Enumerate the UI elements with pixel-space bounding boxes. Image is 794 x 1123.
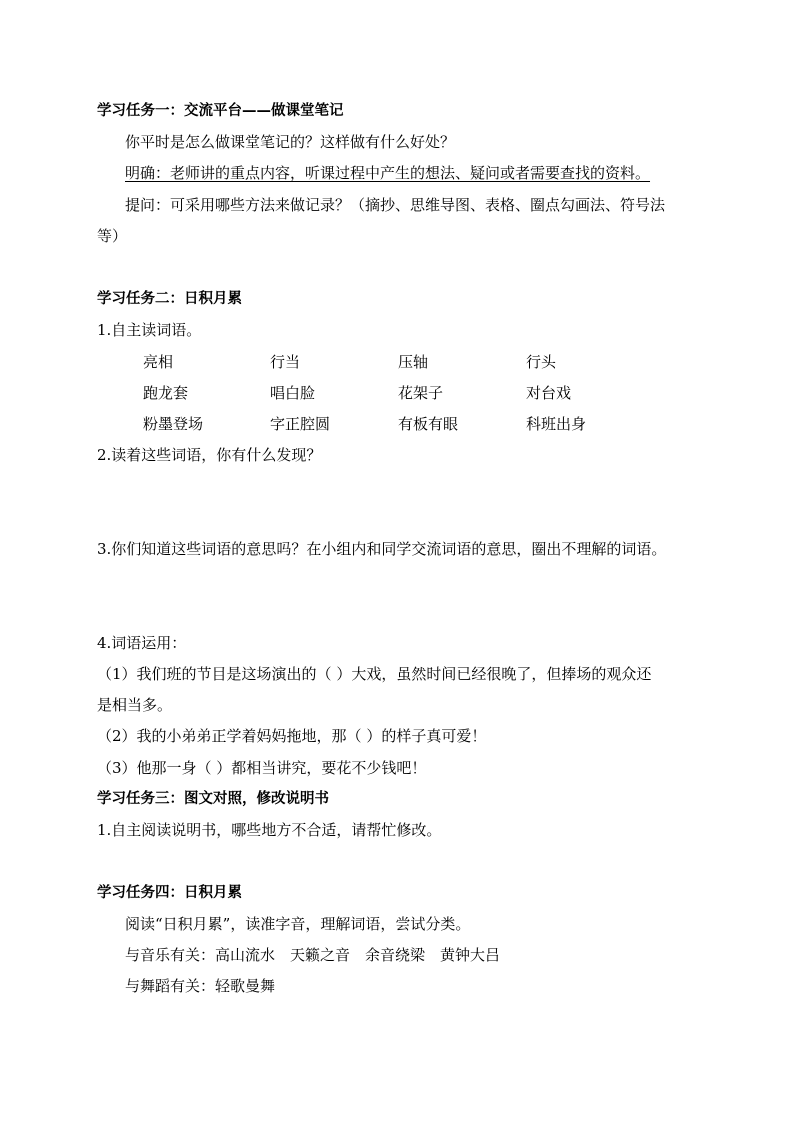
exercise-3: （3）他那一身（ ）都相当讲究，要花不少钱吧！ xyxy=(97,759,427,777)
vocab-word: 科班出身 xyxy=(526,415,587,433)
exercise-1-line2: 是相当多。 xyxy=(97,696,173,714)
vocab-word: 行头 xyxy=(526,353,557,371)
vocab-word: 行当 xyxy=(270,353,301,371)
task1-answer: 明确：老师讲的重点内容，听课过程中产生的想法、疑问或者需要查找的资料。 xyxy=(125,164,651,182)
task2-title: 学习任务二：日积月累 xyxy=(97,291,242,307)
task1-prompt-line2: 等） xyxy=(97,227,128,245)
vocab-word: 压轴 xyxy=(398,353,429,371)
task4-line1: 阅读“日积月累”，读准字音，理解词语，尝试分类。 xyxy=(125,915,471,933)
vocab-word: 有板有眼 xyxy=(398,415,459,433)
task1-question: 你平时是怎么做课堂笔记的？这样做有什么好处？ xyxy=(125,133,456,151)
task4-title: 学习任务四：日积月累 xyxy=(97,885,242,901)
task3-title: 学习任务三：图文对照，修改说明书 xyxy=(97,791,329,807)
vocab-word: 粉墨登场 xyxy=(143,415,204,433)
task2-item3: 3.你们知道这些词语的意思吗？在小组内和同学交流词语的意思，圈出不理解的词语。 xyxy=(97,540,667,558)
vocab-word: 亮相 xyxy=(143,353,174,371)
task3-item1: 1.自主阅读说明书，哪些地方不合适，请帮忙修改。 xyxy=(97,821,442,839)
vocab-word: 对台戏 xyxy=(526,384,572,402)
exercise-2: （2）我的小弟弟正学着妈妈拖地，那（ ）的样子真可爱！ xyxy=(97,727,487,745)
task2-item4: 4.词语运用： xyxy=(97,634,187,652)
task4-line2: 与音乐有关：高山流水 天籁之音 余音绕梁 黄钟大吕 xyxy=(125,946,501,964)
task2-item1: 1.自主读词语。 xyxy=(97,321,202,339)
task1-title: 学习任务一：交流平台——做课堂笔记 xyxy=(97,103,344,119)
exercise-1-line1: （1）我们班的节目是这场演出的（ ）大戏，虽然时间已经很晚了，但捧场的观众还 xyxy=(97,665,652,683)
vocab-word: 唱白脸 xyxy=(270,384,316,402)
vocab-word: 跑龙套 xyxy=(143,384,189,402)
task1-prompt-line1: 提问：可采用哪些方法来做记录？（摘抄、思维导图、表格、圈点勾画法、符号法 xyxy=(125,196,666,214)
task4-line3: 与舞蹈有关：轻歌曼舞 xyxy=(125,977,276,995)
task2-item2: 2.读着这些词语，你有什么发现？ xyxy=(97,446,322,464)
vocab-word: 字正腔圆 xyxy=(270,415,331,433)
vocab-word: 花架子 xyxy=(398,384,444,402)
